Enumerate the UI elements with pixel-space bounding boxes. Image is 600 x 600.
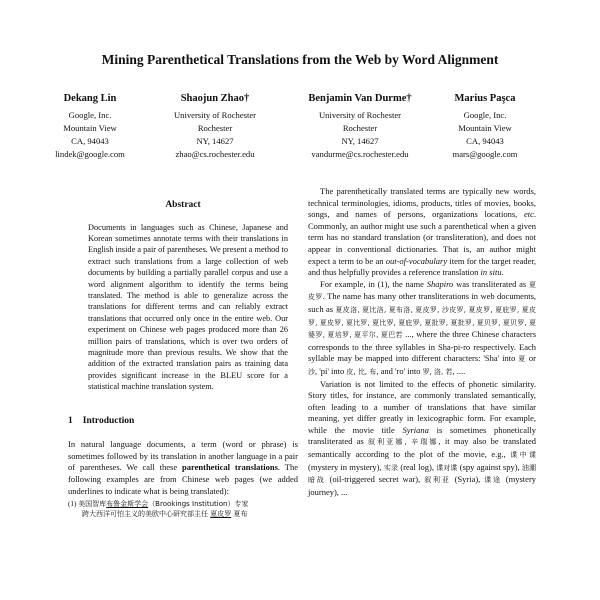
text: (Syria), <box>450 474 485 485</box>
paper-title: Mining Parenthetical Translations from the Web by Word Alignment <box>101 52 499 67</box>
author-email[interactable]: zhao@cs.rochester.edu <box>175 149 255 159</box>
italic-text: Syriana <box>402 424 429 435</box>
chinese-text: 夏 <box>518 355 527 364</box>
author-email[interactable]: vandurme@cs.rochester.edu <box>311 149 409 159</box>
author-name: Marius Paşca <box>454 93 516 104</box>
example-text: 跨大西洋可怕主义的美欧中心研究部主任 <box>82 510 211 519</box>
right-column <box>308 186 536 498</box>
author-affiliation: University of Rochester <box>173 110 257 120</box>
example-underlined: 夏皮罗 <box>210 510 232 519</box>
chinese-text: 沙 <box>308 367 315 376</box>
author-zip: CA, 94043 <box>71 136 109 146</box>
text: Variation is not limited to the effects of phonetic similarity. Story titles, for instance, are commonly translated semantically, often leading to a number of translations that have similar meaning, yet differ greatly in lexicographic form. For example, while the movie title <box>308 378 536 435</box>
text: . Commonly, an author might use such a parenthetical when a given term has no standard translation (or transliteration), and does not appear in conventional dictionaries. That is, an author might expect a term to be an <box>308 209 536 266</box>
text: . The name has many other transliterations in web documents, such as <box>308 291 537 314</box>
chinese-text: 罗, 洛, 若 <box>422 367 453 376</box>
author-name: Shaojun Zhao† <box>180 93 250 104</box>
italic-text: Shapiro <box>426 278 454 289</box>
text: The parenthetically translated terms are typically new words, technical terminologies, idioms, products, titles of movies, books, songs, and names of persons, organizations locations, <box>308 186 536 220</box>
example-text: 夏布 <box>231 510 248 519</box>
paragraph-2 <box>308 279 536 379</box>
text: . The following examples are from Chinese web pages (we added underlines to indicate what is being translated): <box>68 462 299 496</box>
chinese-text: 叙利亚 <box>424 476 451 485</box>
italic-text: in situ <box>480 267 502 278</box>
author-email[interactable]: lindek@google.com <box>55 149 125 159</box>
author-city: Mountain View <box>63 123 117 133</box>
section-title: Introduction <box>82 415 135 426</box>
chinese-text: 油潮暗战 <box>308 463 537 485</box>
author-city: Rochester <box>342 123 378 133</box>
text: . <box>501 267 504 278</box>
text: For example, in (1), the name <box>320 278 427 289</box>
paragraph-1 <box>308 186 536 279</box>
author-name: Benjamin Van Durme† <box>308 93 412 104</box>
author-name: Dekang Lin <box>63 93 117 104</box>
example-number: (1) <box>68 500 77 509</box>
example-text: 美国智库 <box>78 500 107 509</box>
left-column <box>68 200 298 519</box>
example-1 <box>68 499 298 519</box>
author-2 <box>150 92 280 161</box>
chinese-text: 谍对谍 <box>436 463 458 472</box>
author-zip: NY, 14627 <box>341 136 379 146</box>
text: (spy against spy), <box>457 461 522 472</box>
text: is sometimes phonetically transliterated as <box>308 424 537 447</box>
text: , .... <box>452 365 466 376</box>
text: (mystery journey), ... <box>308 474 537 497</box>
author-affiliation: Google, Inc. <box>463 110 507 120</box>
text: In natural language documents, a term (word or phrase) is sometimes followed by its translation in another language in a pair of parentheses. We call these <box>68 439 298 473</box>
example-text: （Brookings Institution）专家 <box>148 500 249 509</box>
text: item for the target reader, and thus helpfully provides a reference translation <box>308 255 537 278</box>
text: ..., where the three Chinese characters corresponds to the three syllables in Sha-pi-ro respectively. Each syllable may be mapped into different characters: 'Sha' into <box>308 329 537 364</box>
author-4 <box>430 92 540 161</box>
section-heading <box>68 416 298 428</box>
author-3 <box>290 92 430 161</box>
italic-text: etc <box>523 209 534 220</box>
text: (mystery in mystery), <box>308 461 384 472</box>
chinese-text: 谍途 <box>484 476 502 485</box>
intro-paragraph <box>68 439 298 497</box>
author-affiliation: Google, Inc. <box>68 110 112 120</box>
chinese-text: 谍中谍 <box>510 451 536 460</box>
text: , and 'ro' into <box>376 365 423 376</box>
section-number: 1 <box>68 415 73 426</box>
author-city: Mountain View <box>458 123 512 133</box>
chinese-text: 夏皮罗 <box>308 280 536 302</box>
chinese-text: 皮, 比, 布 <box>346 367 377 376</box>
author-zip: NY, 14627 <box>196 136 234 146</box>
text: , 'pi' into <box>315 365 347 376</box>
author-block <box>50 92 570 172</box>
text: (real log), <box>398 461 437 472</box>
abstract-text: Documents in languages such as Chinese, Japanese and Korean sometimes annotate terms with their translations in English inside a pair of parentheses. We present a method to extract such translations from a large collection of web documents by building a partially parallel corpus and use a word alignment algorithm to identify the terms being translated. The method is able to generalize across the translations for different terms and can reliably extract translations that occurred only once in the entire web. Our experiment on Chinese web pages produced more than 26 million pairs of translations, which is over two orders of magnitude more than previous results. We show that the addition of the extracted translation pairs as training data provides significant increase in the BLEU score for a statistical machine translation system. <box>88 222 288 392</box>
chinese-text: 夏皮洛, 夏比洛, 夏布洛, 夏皮罗, 沙皮罗, 夏皮罗, 夏庇罗, 夏皮罗, 夏皮罗, 夏比罗, 夏比罗, 夏庇罗, 夏批罗, 夏批罗, 夏贝罗, 夏贝罗, 夏婆罗, 夏培罗, 夏平尔, 夏巴若 <box>308 305 536 340</box>
chinese-text: 叙利亚娜, 辛瑞娜 <box>367 438 439 447</box>
author-affiliation: University of Rochester <box>318 110 402 120</box>
italic-text: out-of-vocabulary <box>385 255 448 266</box>
text: or <box>526 353 536 364</box>
author-zip: CA, 94043 <box>466 136 504 146</box>
bold-term: parenthetical translations <box>182 462 278 473</box>
text: , it may also be translated semantically according to the plot of the movie, e.g., <box>308 436 536 460</box>
author-1 <box>35 92 145 161</box>
abstract-heading: Abstract <box>165 200 201 210</box>
example-underlined: 布鲁金斯学会 <box>106 500 149 509</box>
text: (oil-triggered secret war), <box>325 474 425 485</box>
chinese-text: 实录 <box>383 463 399 472</box>
author-city: Rochester <box>197 123 233 133</box>
text: was transliterated as <box>453 278 529 289</box>
paragraph-3 <box>308 379 536 499</box>
author-email[interactable]: mars@google.com <box>452 149 518 159</box>
